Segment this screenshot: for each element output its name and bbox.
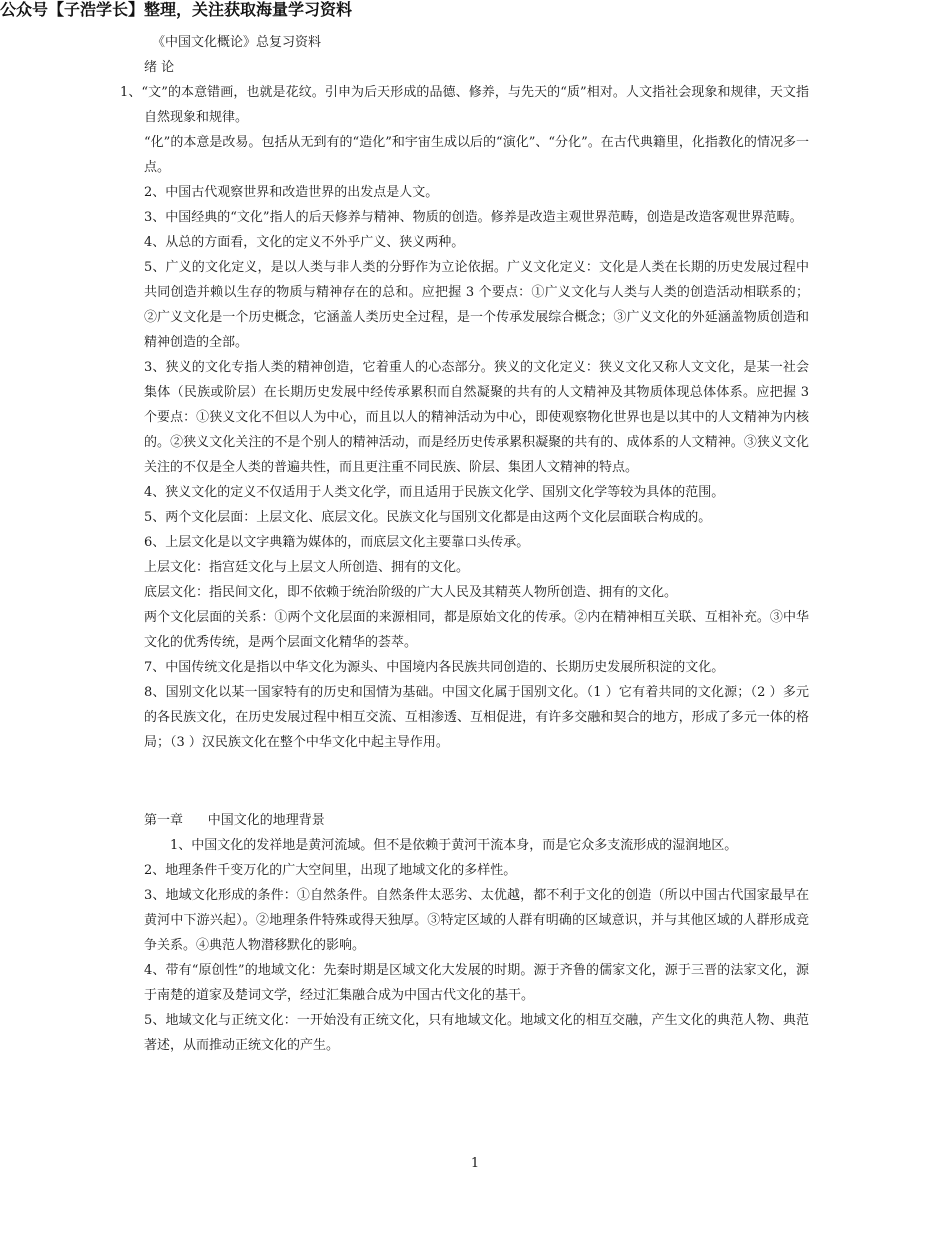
paragraph: “化”的本意是改易。包括从无到有的“造化”和宇宙生成以后的“演化”、“分化”。在古代典籍里，化指教化的情况多一点。 xyxy=(144,135,809,175)
paragraph: 4、带有“原创性”的地域文化：先秦时期是区域文化大发展的时期。源于齐鲁的儒家文化，源于三晋的法家文化，源于南楚的道家及楚词文学，经过汇集融合成为中国古代文化的基干。 xyxy=(144,963,809,1003)
paragraph: 3、狭义的文化专指人类的精神创造，它着重人的心态部分。狭义的文化定义：狭义文化又称人文文化，是某一社会集体（民族或阶层）在长期历史发展中经传承累积而自然凝聚的共有的人文精神及其物质体现总体体系。应把握 3 个要点：①狭义文化不但以人为中心，而且以人的精神活动为中心，即使观察物化世界也是以其中的人文精神为内核的。②狭义文化关注的不是个别人的精神活动，而是经历史传承累积凝聚的共有的、成体系的人文精神。③狭义文化关注的不仅是全人类的普遍共性，而且更注重不同民族、阶层、集团人文精神的特点。 xyxy=(144,360,809,475)
paragraph: 4、狭义文化的定义不仅适用于人类文化学，而且适用于民族文化学、国别文化学等较为具体的范围。 xyxy=(144,485,725,500)
intro-heading: 绪 论 xyxy=(144,60,175,75)
paragraph: 8、国别文化以某一国家特有的历史和国情为基础。中国文化属于国别文化。（1 ）它有着共同的文化源；（2 ）多元的各民族文化，在历史发展过程中相互交流、互相渗透、互相促进，有许多交融和契合的地方，形成了多元一体的格局；（3 ）汉民族文化在整个中华文化中起主导作用。 xyxy=(144,685,809,750)
paragraph: 7、中国传统文化是指以中华文化为源头、中国境内各民族共同创造的、长期历史发展所积淀的文化。 xyxy=(144,660,725,675)
paragraph: 2、中国古代观察世界和改造世界的出发点是人文。 xyxy=(144,185,439,200)
document-body xyxy=(120,30,809,1058)
paragraph: 1、中国文化的发祥地是黄河流域。但不是依赖于黄河干流本身，而是它众多支流形成的湿润地区。 xyxy=(170,838,738,853)
paragraph: 底层文化：指民间文化，即不依赖于统治阶级的广大人民及其精英人物所创造、拥有的文化。 xyxy=(144,585,678,600)
page-number: 1 xyxy=(470,1156,480,1171)
document-title: 《中国文化概论》总复习资料 xyxy=(152,35,322,50)
paragraph: 6、上层文化是以文字典籍为媒体的，而底层文化主要靠口头传承。 xyxy=(144,535,530,550)
chapter-heading: 第一章 中国文化的地理背景 xyxy=(144,813,325,828)
paragraph: 3、地域文化形成的条件：①自然条件。自然条件太恶劣、太优越，都不利于文化的创造（所以中国古代国家最早在黄河中下游兴起）。②地理条件特殊或得天独厚。③特定区域的人群有明确的区域意识，并与其他区域的人群形成竞争关系。④典范人物潜移默化的影响。 xyxy=(144,888,809,953)
paragraph: 4、从总的方面看，文化的定义不外乎广义、狭义两种。 xyxy=(144,235,465,250)
paragraph: 两个文化层面的关系：①两个文化层面的来源相同，都是原始文化的传承。②内在精神相互关联、互相补充。③中华文化的优秀传统，是两个层面文化精华的荟萃。 xyxy=(144,610,809,650)
watermark-header: 公众号【子浩学长】整理，关注获取海量学习资料 xyxy=(0,0,353,19)
paragraph: 5、广义的文化定义，是以人类与非人类的分野作为立论依据。广义文化定义：文化是人类在长期的历史发展过程中共同创造并赖以生存的物质与精神存在的总和。应把握 3 个要点：①广义文化与人类与人类的创造活动相联系的；②广义文化是一个历史概念，它涵盖人类历史全过程，是一个传承发展综合概念；③广义文化的外延涵盖物质创造和精神创造的全部。 xyxy=(144,260,809,350)
paragraph: 上层文化：指宫廷文化与上层文人所创造、拥有的文化。 xyxy=(144,560,470,575)
paragraph: 3、中国经典的“文化”指人的后天修养与精神、物质的创造。修养是改造主观世界范畴，创造是改造客观世界范畴。 xyxy=(144,210,803,225)
paragraph: 5、两个文化层面：上层文化、底层文化。民族文化与国别文化都是由这两个文化层面联合构成的。 xyxy=(144,510,712,525)
paragraph: 5、地域文化与正统文化：一开始没有正统文化，只有地域文化。地域文化的相互交融，产生文化的典范人物、典范著述，从而推动正统文化的产生。 xyxy=(144,1013,809,1053)
section-spacer xyxy=(144,755,809,808)
paragraph: 2、地理条件千变万化的广大空间里，出现了地域文化的多样性。 xyxy=(144,863,517,878)
paragraph: 1、“文”的本意错画，也就是花纹。引申为后天形成的品德、修养，与先天的“质”相对。人文指社会现象和规律，天文指自然现象和规律。 xyxy=(120,85,809,125)
